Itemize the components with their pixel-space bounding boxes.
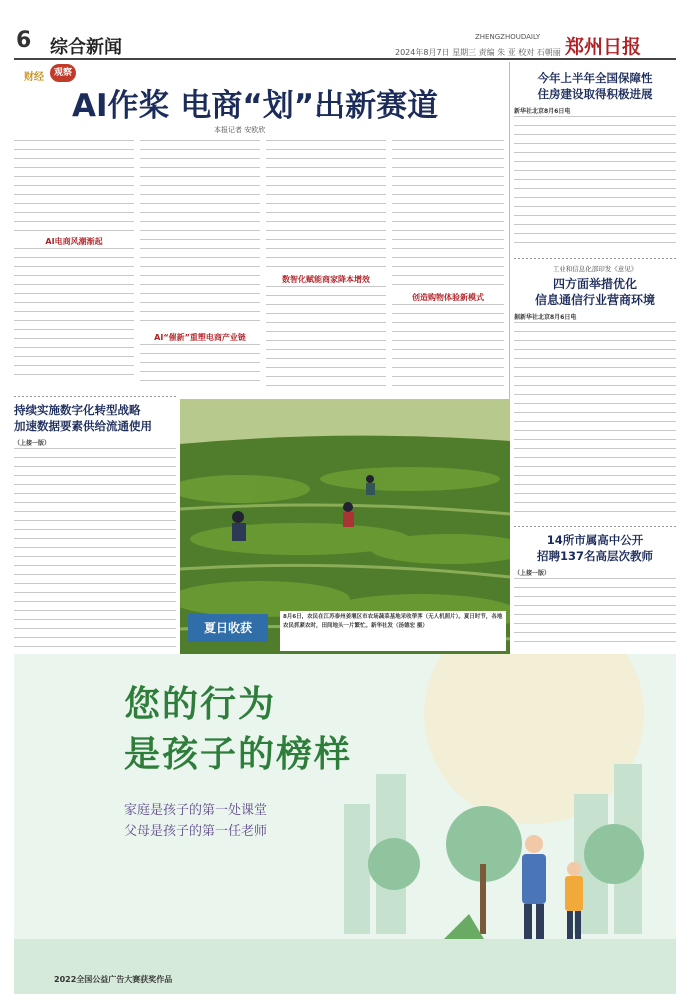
industry-title-2: 信息通信行业营商环境 bbox=[534, 293, 655, 307]
ad-title-2: 是孩子的榜样 bbox=[124, 734, 353, 775]
byline: 本报记者 安欧欣 bbox=[214, 126, 266, 134]
kicker-badge: 观察 bbox=[50, 64, 76, 82]
date-line: 2024年8月7日 星期三 责编 朱 亚 校对 石朝丽 bbox=[395, 48, 561, 57]
subhead: AI电商风潮渐起 bbox=[45, 237, 103, 246]
ad-slogan-2: 父母是孩子的第一任老师 bbox=[124, 824, 268, 839]
housing-title-2: 住房建设取得积极进展 bbox=[537, 87, 653, 101]
page-header bbox=[0, 0, 690, 58]
divider bbox=[514, 526, 676, 527]
housing-title-1: 今年上半年全国保障性 bbox=[537, 71, 653, 85]
divider bbox=[514, 258, 676, 259]
teachers-lead: （上接一版） bbox=[514, 570, 551, 577]
teachers-title-2: 招聘137名高层次教师 bbox=[536, 549, 653, 563]
ad-illustration bbox=[14, 654, 676, 994]
digital-title-2: 加速数据要素供给流通使用 bbox=[14, 419, 152, 433]
subhead: 创造购物体验新模式 bbox=[412, 293, 484, 302]
body-text bbox=[140, 344, 260, 386]
body-text bbox=[514, 116, 676, 246]
story-teachers bbox=[514, 526, 676, 654]
digital-lead: （上接一版） bbox=[14, 440, 51, 447]
story-industry bbox=[514, 258, 676, 520]
industry-title-1: 四方面举措优化 bbox=[552, 277, 637, 291]
industry-kicker: 工业和信息化部印发《意见》 bbox=[552, 265, 638, 273]
ad-footer: 2022全国公益广告大赛获奖作品 bbox=[54, 975, 173, 984]
subhead: AI“催新”重塑电商产业链 bbox=[154, 333, 246, 342]
story-digital bbox=[14, 396, 176, 654]
body-text bbox=[514, 322, 676, 512]
body-text bbox=[14, 140, 134, 232]
page-number: 6 bbox=[16, 28, 32, 53]
body-text bbox=[266, 140, 386, 270]
photo-caption: 8月6日，农民在江苏泰州姜堰区市农场蔬菜基地采收荸荠（无人机照片）。夏日时节，各地农民抓紧农时，田间地头一片繁忙。新华社发（汤德宏 摄） bbox=[280, 611, 506, 651]
subhead: 数智化赋能商家降本增效 bbox=[282, 275, 370, 284]
body-text bbox=[14, 248, 134, 378]
body-text bbox=[14, 448, 176, 648]
lead-headline: AI作桨 电商“划”出新赛道 bbox=[72, 88, 439, 124]
body-text bbox=[266, 286, 386, 386]
body-text bbox=[392, 304, 504, 386]
header-rule bbox=[14, 58, 676, 60]
divider bbox=[14, 396, 176, 397]
story-housing bbox=[514, 62, 676, 252]
section-title: 综合新闻 bbox=[50, 37, 122, 58]
brand-english: ZHENGZHOUDAILY bbox=[475, 33, 541, 41]
body-text bbox=[392, 140, 504, 288]
public-service-ad bbox=[14, 654, 676, 994]
teachers-title-1: 14所市属高中公开 bbox=[546, 533, 644, 547]
ad-title-1: 您的行为 bbox=[124, 684, 277, 725]
ad-slogan-1: 家庭是孩子的第一处课堂 bbox=[124, 803, 268, 818]
newspaper-logo: 郑州日报 bbox=[565, 36, 642, 58]
photo-label: 夏日收获 bbox=[188, 614, 268, 642]
body-text bbox=[140, 140, 260, 328]
housing-lead: 新华社北京8月6日电 bbox=[514, 108, 571, 115]
body-text bbox=[514, 578, 676, 648]
industry-lead: 据新华社北京8月6日电 bbox=[514, 314, 577, 321]
kicker-left: 财经 bbox=[24, 72, 44, 83]
lead-story bbox=[14, 62, 504, 392]
digital-title-1: 持续实施数字化转型战略 bbox=[14, 403, 141, 417]
news-photo bbox=[180, 399, 510, 654]
